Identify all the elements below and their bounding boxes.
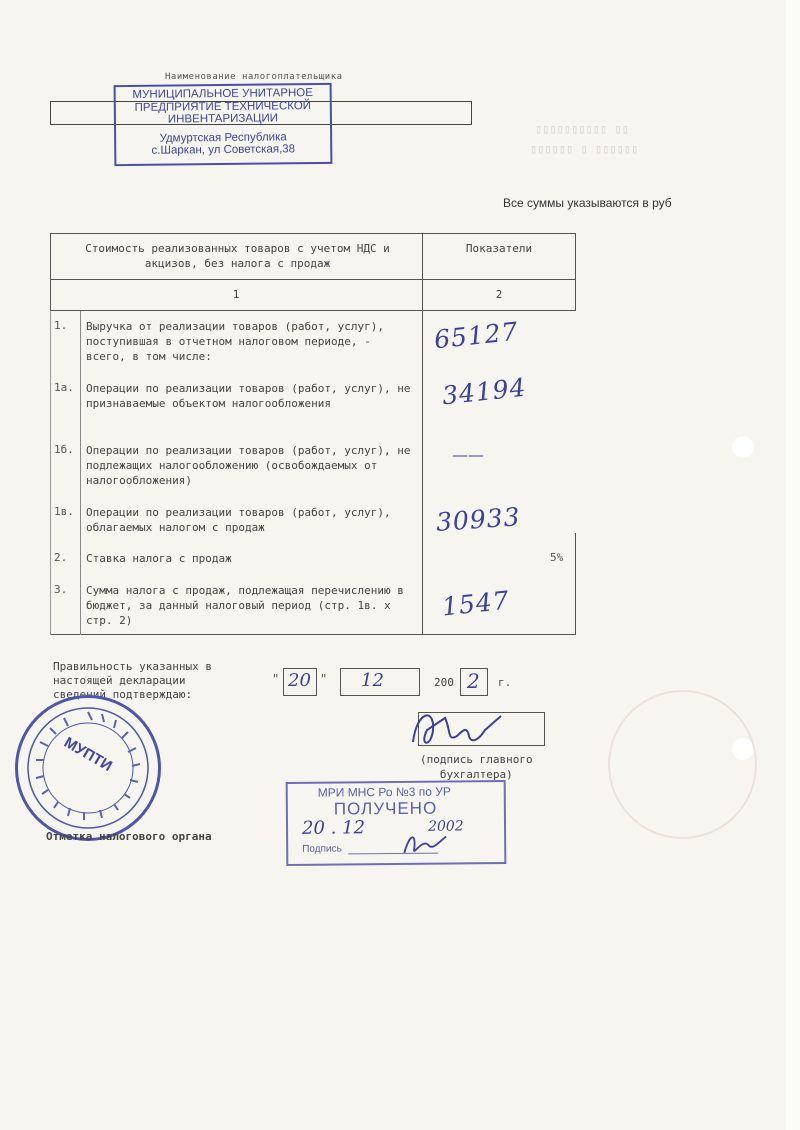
month-value: 12 (361, 670, 384, 691)
row-value: 1547 (440, 585, 511, 622)
row-value: —— (452, 445, 484, 464)
org-stamp-line: с.Шаркан, ул Советская,38 (151, 143, 296, 157)
show-through-text: ▯▯▯▯▯▯ ▯ ▯▯▯▯▯▯ (530, 142, 639, 156)
day-box (283, 668, 317, 696)
confirmation-line: настоящей декларации (53, 674, 186, 687)
year-suffix: г. (498, 676, 512, 689)
year-digit: 2 (467, 669, 480, 693)
org-stamp-line: ПРЕДПРИЯТИЕ ТЕХНИЧЕСКОЙ (134, 99, 312, 114)
round-seal (15, 695, 161, 841)
row-text: Операции по реализации товаров (работ, услуг), облагаемых налогом с продаж (86, 506, 391, 534)
row-number: 1. (54, 319, 68, 332)
year-prefix: 200 (434, 676, 454, 689)
signature-caption-line: (подпись главного (420, 753, 533, 766)
row-text: Сумма налога с продаж, подлежащая перечислению в бюджет, за данный налоговый период (стр. 1в. х стр. 2) (86, 584, 404, 627)
received-sign-label: Подпись (302, 843, 342, 855)
organization-stamp (114, 83, 333, 166)
row-number: 1б. (54, 443, 74, 456)
row-number: 1а. (54, 381, 74, 394)
signature-caption-line: бухгалтера) (439, 768, 513, 781)
row-value: 34194 (440, 372, 528, 411)
faint-reverse-stamp (608, 690, 757, 839)
row-text: Операции по реализации товаров (работ, услуг), не признаваемые объектом налогообложения (86, 382, 411, 410)
day-value: 20 (288, 670, 311, 691)
show-through-text: ▯▯▯▯▯▯▯▯▯▯ ▯▯ (535, 122, 629, 136)
confirmation-line: сведений подтверждаю: (53, 688, 193, 701)
accountant-signature (405, 700, 515, 755)
col1-header: Стоимость реализованных товаров с учетом НДС и акцизов, без налога с продаж (85, 242, 390, 270)
row-text: Операции по реализации товаров (работ, услуг), не подлежащих налогообложению (освобождаемых от налогообложения) (86, 444, 411, 487)
row-number: 1в. (54, 505, 74, 518)
currency-note: Все суммы указываются в руб (503, 196, 672, 210)
confirmation-line: Правильность указанных в (53, 660, 212, 673)
col2-header: Показатели (465, 242, 533, 255)
quote-open: " (272, 672, 280, 686)
binder-hole (732, 436, 754, 458)
received-office: МРИ МНС Ро №3 по УР (317, 784, 451, 800)
row-text: Выручка от реализации товаров (работ, услуг), поступившая в отчетном налоговом периоде, - всего, в том числе: (86, 320, 385, 363)
month-box (340, 668, 420, 696)
sales-tax-table (50, 233, 576, 635)
taxpayer-caption: Наименование налогоплательщика (165, 72, 343, 82)
received-date: 20 . 12 (301, 817, 366, 839)
received-signature (400, 829, 450, 859)
org-stamp-line: Удмуртская Республика (159, 130, 287, 145)
row-value: 65127 (432, 316, 520, 355)
org-stamp-line: МУНИЦИПАЛЬНОЕ УНИТАРНОЕ (132, 87, 313, 101)
org-stamp-line: ИНВЕНТАРИЗАЦИИ (167, 112, 279, 126)
row-number: 2. (54, 551, 68, 564)
tax-office-mark: Отметка налогового органа (46, 830, 212, 843)
received-label: ПОЛУЧЕНО (333, 798, 438, 819)
row-value: 30933 (435, 502, 522, 537)
received-stamp (286, 780, 507, 866)
year-box (460, 668, 488, 696)
received-year: 2002 (427, 818, 464, 835)
quote-close: " (320, 672, 328, 686)
col2-number: 2 (495, 288, 503, 301)
seal-center-text: МУПТИ (60, 733, 116, 776)
row-number: 3. (54, 583, 68, 596)
signature-caption (420, 752, 533, 782)
col1-number: 1 (232, 288, 240, 301)
row-text: Ставка налога с продаж (86, 552, 232, 565)
row-value: 5% (550, 551, 564, 564)
page-edge (786, 0, 800, 1130)
